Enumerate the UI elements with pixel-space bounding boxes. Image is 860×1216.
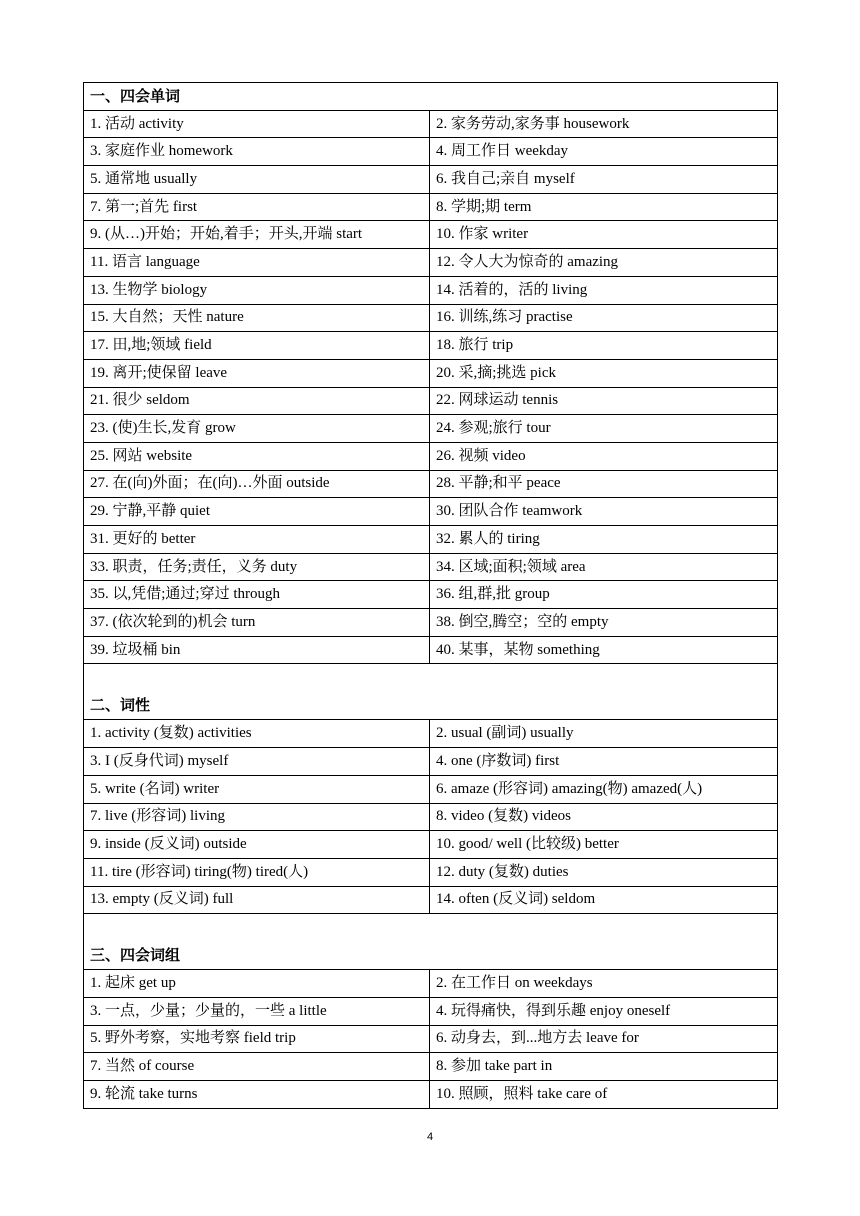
entry-left: 13. empty (反义词) full bbox=[84, 886, 430, 914]
entry-right: 2. 在工作日 on weekdays bbox=[430, 970, 778, 998]
entry-left: 1. 活动 activity bbox=[84, 110, 430, 138]
entry-right: 4. one (序数词) first bbox=[430, 748, 778, 776]
entry-left: 5. 通常地 usually bbox=[84, 166, 430, 194]
entry-left: 5. 野外考察，实地考察 field trip bbox=[84, 1025, 430, 1053]
entry-left: 21. 很少 seldom bbox=[84, 387, 430, 415]
entry-left: 3. I (反身代词) myself bbox=[84, 748, 430, 776]
entry-left: 11. 语言 language bbox=[84, 249, 430, 277]
table-row bbox=[84, 442, 778, 470]
entry-right: 8. video (复数) videos bbox=[430, 803, 778, 831]
page-number: 4 bbox=[426, 1131, 434, 1143]
entry-right: 36. 组,群,批 group bbox=[430, 581, 778, 609]
table-row bbox=[84, 886, 778, 914]
table-row bbox=[84, 470, 778, 498]
entry-right: 18. 旅行 trip bbox=[430, 332, 778, 360]
entry-right: 34. 区域;面积;领域 area bbox=[430, 553, 778, 581]
section-title: 一、四会单词 bbox=[84, 83, 778, 111]
table-row bbox=[84, 636, 778, 664]
entry-left: 25. 网站 website bbox=[84, 442, 430, 470]
entry-left: 11. tire (形容词) tiring(物) tired(人) bbox=[84, 858, 430, 886]
table-row bbox=[84, 249, 778, 277]
table-row bbox=[84, 526, 778, 554]
table-row bbox=[84, 803, 778, 831]
table-row bbox=[84, 831, 778, 859]
section-header-row bbox=[84, 664, 778, 720]
entry-right: 2. usual (副词) usually bbox=[430, 720, 778, 748]
entry-left: 37. (依次轮到的)机会 turn bbox=[84, 609, 430, 637]
table-row bbox=[84, 1025, 778, 1053]
entry-left: 5. write (名词) writer bbox=[84, 775, 430, 803]
entry-right: 6. 我自己;亲自 myself bbox=[430, 166, 778, 194]
entry-left: 9. 轮流 take turns bbox=[84, 1081, 430, 1109]
entry-right: 10. 作家 writer bbox=[430, 221, 778, 249]
entry-left: 3. 一点，少量；少量的，一些 a little bbox=[84, 997, 430, 1025]
section-header-row bbox=[84, 83, 778, 111]
table-row bbox=[84, 359, 778, 387]
entry-left: 7. 第一;首先 first bbox=[84, 193, 430, 221]
table-row bbox=[84, 332, 778, 360]
entry-right: 6. 动身去，到...地方去 leave for bbox=[430, 1025, 778, 1053]
table-row bbox=[84, 581, 778, 609]
entry-right: 30. 团队合作 teamwork bbox=[430, 498, 778, 526]
entry-left: 1. activity (复数) activities bbox=[84, 720, 430, 748]
table-row bbox=[84, 720, 778, 748]
table-row bbox=[84, 221, 778, 249]
entry-left: 17. 田,地;领域 field bbox=[84, 332, 430, 360]
entry-left: 7. live (形容词) living bbox=[84, 803, 430, 831]
entry-right: 6. amaze (形容词) amazing(物) amazed(人) bbox=[430, 775, 778, 803]
table-row bbox=[84, 775, 778, 803]
entry-left: 9. inside (反义词) outside bbox=[84, 831, 430, 859]
table-row bbox=[84, 415, 778, 443]
table-row bbox=[84, 498, 778, 526]
entry-left: 39. 垃圾桶 bin bbox=[84, 636, 430, 664]
entry-right: 4. 周工作日 weekday bbox=[430, 138, 778, 166]
table-row bbox=[84, 110, 778, 138]
entry-left: 3. 家庭作业 homework bbox=[84, 138, 430, 166]
table-row bbox=[84, 609, 778, 637]
entry-right: 28. 平静;和平 peace bbox=[430, 470, 778, 498]
table-row bbox=[84, 387, 778, 415]
entry-left: 23. (使)生长,发育 grow bbox=[84, 415, 430, 443]
entry-right: 8. 参加 take part in bbox=[430, 1053, 778, 1081]
entry-left: 33. 职责，任务;责任，义务 duty bbox=[84, 553, 430, 581]
entry-right: 2. 家务劳动,家务事 housework bbox=[430, 110, 778, 138]
entry-left: 31. 更好的 better bbox=[84, 526, 430, 554]
entry-right: 8. 学期;期 term bbox=[430, 193, 778, 221]
entry-right: 12. 令人大为惊奇的 amazing bbox=[430, 249, 778, 277]
section-title: 三、四会词组 bbox=[84, 914, 778, 970]
entry-left: 29. 宁静,平静 quiet bbox=[84, 498, 430, 526]
table-row bbox=[84, 553, 778, 581]
vocabulary-table bbox=[83, 82, 778, 1109]
entry-left: 27. 在(向)外面；在(向)…外面 outside bbox=[84, 470, 430, 498]
table-row bbox=[84, 748, 778, 776]
table-row bbox=[84, 1081, 778, 1109]
entry-right: 4. 玩得痛快，得到乐趣 enjoy oneself bbox=[430, 997, 778, 1025]
entry-right: 14. often (反义词) seldom bbox=[430, 886, 778, 914]
entry-right: 32. 累人的 tiring bbox=[430, 526, 778, 554]
entry-right: 12. duty (复数) duties bbox=[430, 858, 778, 886]
entry-left: 13. 生物学 biology bbox=[84, 276, 430, 304]
table-row bbox=[84, 138, 778, 166]
entry-right: 24. 参观;旅行 tour bbox=[430, 415, 778, 443]
entry-left: 1. 起床 get up bbox=[84, 970, 430, 998]
entry-right: 22. 网球运动 tennis bbox=[430, 387, 778, 415]
table-row bbox=[84, 1053, 778, 1081]
entry-right: 20. 采,摘;挑选 pick bbox=[430, 359, 778, 387]
entry-right: 10. good/ well (比较级) better bbox=[430, 831, 778, 859]
entry-right: 38. 倒空,腾空；空的 empty bbox=[430, 609, 778, 637]
entry-right: 16. 训练,练习 practise bbox=[430, 304, 778, 332]
entry-left: 19. 离开;使保留 leave bbox=[84, 359, 430, 387]
entry-right: 26. 视频 video bbox=[430, 442, 778, 470]
entry-right: 40. 某事，某物 something bbox=[430, 636, 778, 664]
section-header-row bbox=[84, 914, 778, 970]
section-title: 二、词性 bbox=[84, 664, 778, 720]
table-row bbox=[84, 276, 778, 304]
table-row bbox=[84, 166, 778, 194]
entry-left: 35. 以,凭借;通过;穿过 through bbox=[84, 581, 430, 609]
table-row bbox=[84, 997, 778, 1025]
entry-left: 7. 当然 of course bbox=[84, 1053, 430, 1081]
entry-right: 10. 照顾，照料 take care of bbox=[430, 1081, 778, 1109]
table-row bbox=[84, 858, 778, 886]
table-row bbox=[84, 304, 778, 332]
entry-left: 9. (从…)开始；开始,着手；开头,开端 start bbox=[84, 221, 430, 249]
table-row bbox=[84, 970, 778, 998]
entry-right: 14. 活着的，活的 living bbox=[430, 276, 778, 304]
entry-left: 15. 大自然；天性 nature bbox=[84, 304, 430, 332]
table-row bbox=[84, 193, 778, 221]
